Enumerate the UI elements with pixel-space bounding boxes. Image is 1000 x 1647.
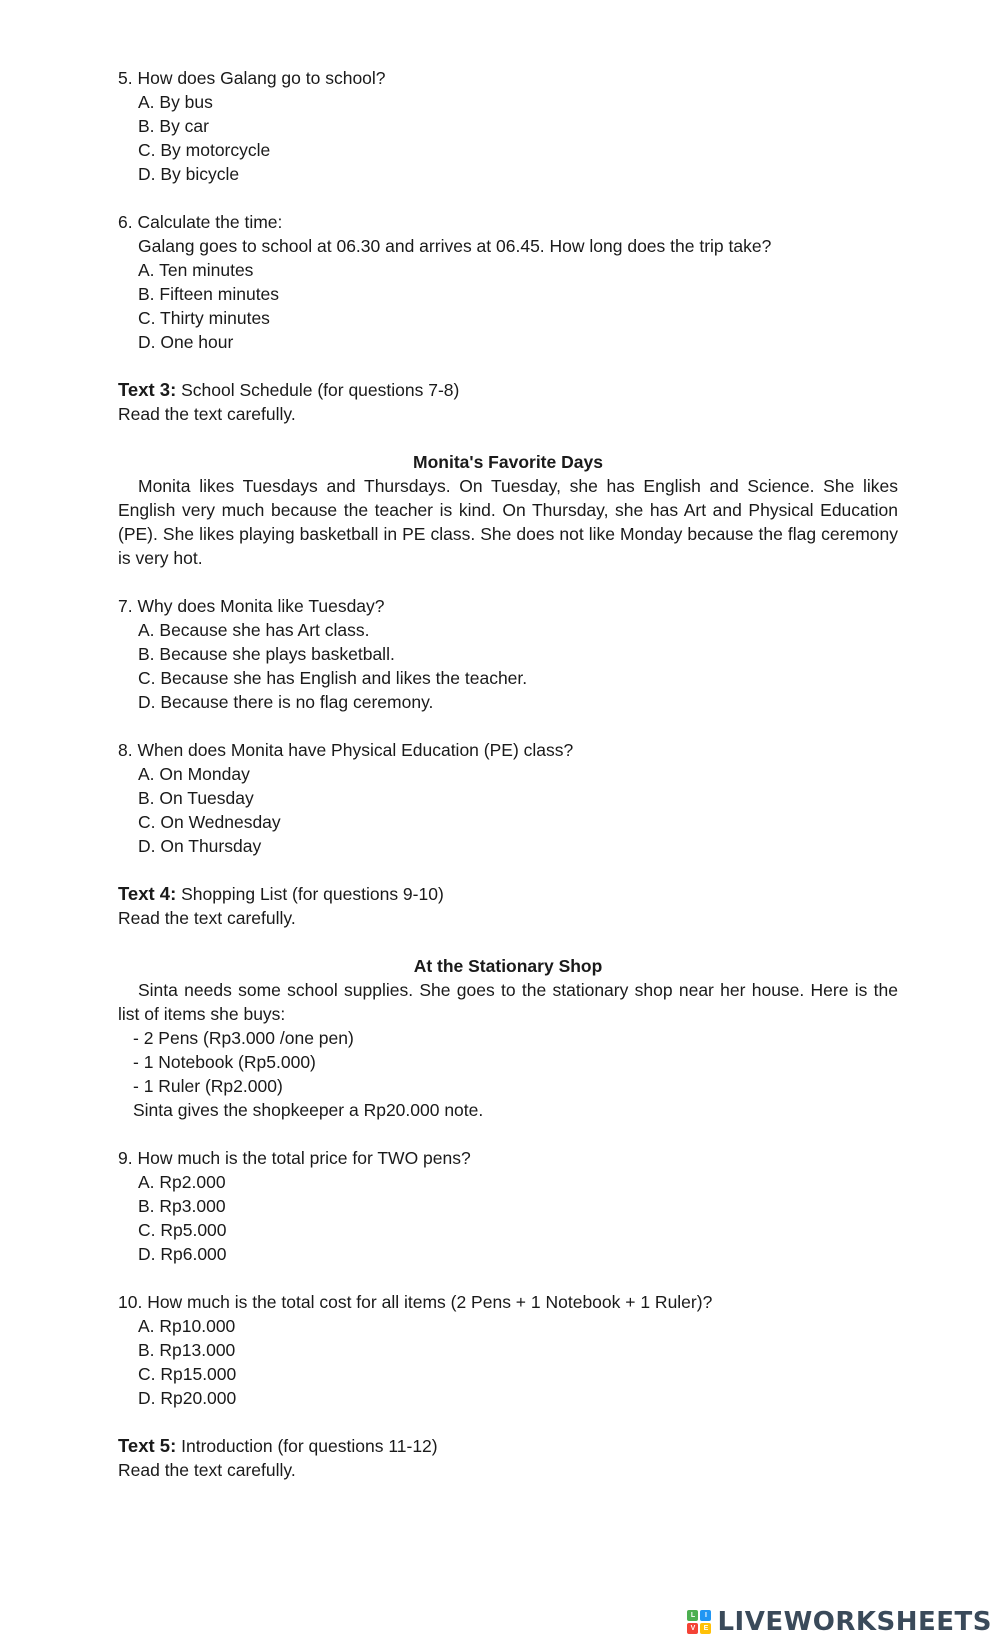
text-3-desc: School Schedule (for questions 7-8) [176, 380, 460, 400]
logo-mark-v: V [687, 1623, 698, 1634]
q10-option-d[interactable]: D. Rp20.000 [138, 1388, 237, 1408]
liveworksheets-wordmark: LIVEWORKSHEETS [717, 1607, 992, 1637]
q8-option-d[interactable]: D. On Thursday [138, 836, 262, 856]
q10-option-a[interactable]: A. Rp10.000 [138, 1316, 236, 1336]
question-5: 5. How does Galang go to school? [118, 68, 386, 88]
liveworksheets-mark-icon [687, 1610, 711, 1634]
q5-option-b[interactable]: B. By car [138, 116, 209, 136]
q9-option-a[interactable]: A. Rp2.000 [138, 1172, 226, 1192]
text-5-heading [118, 1434, 898, 1458]
text-4-title: At the Stationary Shop [413, 956, 603, 976]
q5-option-c[interactable]: C. By motorcycle [138, 140, 271, 160]
logo-mark-i: I [700, 1610, 711, 1621]
question-8: 8. When does Monita have Physical Education (PE) class? [118, 740, 574, 760]
question-6: 6. Calculate the time: [118, 212, 283, 232]
q9-option-b[interactable]: B. Rp3.000 [138, 1196, 226, 1216]
q5-option-a[interactable]: A. By bus [138, 92, 213, 112]
text-4-desc: Shopping List (for questions 9-10) [176, 884, 444, 904]
text-4-closing: Sinta gives the shopkeeper a Rp20.000 note. [133, 1100, 484, 1120]
liveworksheets-logo[interactable] [687, 1607, 992, 1637]
shopping-item-ruler: - 1 Ruler (Rp2.000) [133, 1076, 283, 1096]
q10-option-c[interactable]: C. Rp15.000 [138, 1364, 237, 1384]
text-4-instruction: Read the text carefully. [118, 908, 296, 928]
question-7: 7. Why does Monita like Tuesday? [118, 596, 385, 616]
q6-option-a[interactable]: A. Ten minutes [138, 260, 254, 280]
text-3-instruction: Read the text carefully. [118, 404, 296, 424]
text-3-title: Monita's Favorite Days [413, 452, 603, 472]
text-4-label: Text 4: [118, 883, 177, 904]
q5-option-d[interactable]: D. By bicycle [138, 164, 240, 184]
text-5-instruction: Read the text carefully. [118, 1460, 296, 1480]
question-6-prompt: Galang goes to school at 06.30 and arrives at 06.45. How long does the trip take? [138, 236, 772, 256]
q10-option-b[interactable]: B. Rp13.000 [138, 1340, 236, 1360]
q9-option-c[interactable]: C. Rp5.000 [138, 1220, 227, 1240]
question-10: 10. How much is the total cost for all items (2 Pens + 1 Notebook + 1 Ruler)? [118, 1292, 713, 1312]
q8-option-b[interactable]: B. On Tuesday [138, 788, 254, 808]
logo-mark-l: L [687, 1610, 698, 1621]
text-4-body: Sinta needs some school supplies. She goes to the stationary shop near her house. Here is the list of items she buys: [118, 980, 898, 1024]
q7-option-a[interactable]: A. Because she has Art class. [138, 620, 370, 640]
text-3-label: Text 3: [118, 379, 177, 400]
shopping-item-notebook: - 1 Notebook (Rp5.000) [133, 1052, 316, 1072]
text-5-label: Text 5: [118, 1435, 177, 1456]
logo-mark-e: E [700, 1623, 711, 1634]
q8-option-a[interactable]: A. On Monday [138, 764, 250, 784]
worksheet-page [118, 66, 898, 1482]
q8-option-c[interactable]: C. On Wednesday [138, 812, 281, 832]
q9-option-d[interactable]: D. Rp6.000 [138, 1244, 227, 1264]
q7-option-c[interactable]: C. Because she has English and likes the teacher. [138, 668, 528, 688]
text-5-desc: Introduction (for questions 11-12) [176, 1436, 438, 1456]
text-4-heading [118, 882, 898, 906]
q6-option-d[interactable]: D. One hour [138, 332, 234, 352]
q6-option-b[interactable]: B. Fifteen minutes [138, 284, 280, 304]
q7-option-b[interactable]: B. Because she plays basketball. [138, 644, 395, 664]
shopping-item-pens: - 2 Pens (Rp3.000 /one pen) [133, 1028, 354, 1048]
question-9: 9. How much is the total price for TWO pens? [118, 1148, 471, 1168]
text-3-body: Monita likes Tuesdays and Thursdays. On Tuesday, she has English and Science. She likes English very much because the teacher is kind. On Thursday, she has Art and Physical Education (PE). She likes playing basketball in PE class. She does not like Monday because the flag ceremony is very hot. [118, 476, 898, 568]
text-3-heading [118, 378, 898, 402]
q6-option-c[interactable]: C. Thirty minutes [138, 308, 270, 328]
q7-option-d[interactable]: D. Because there is no flag ceremony. [138, 692, 434, 712]
